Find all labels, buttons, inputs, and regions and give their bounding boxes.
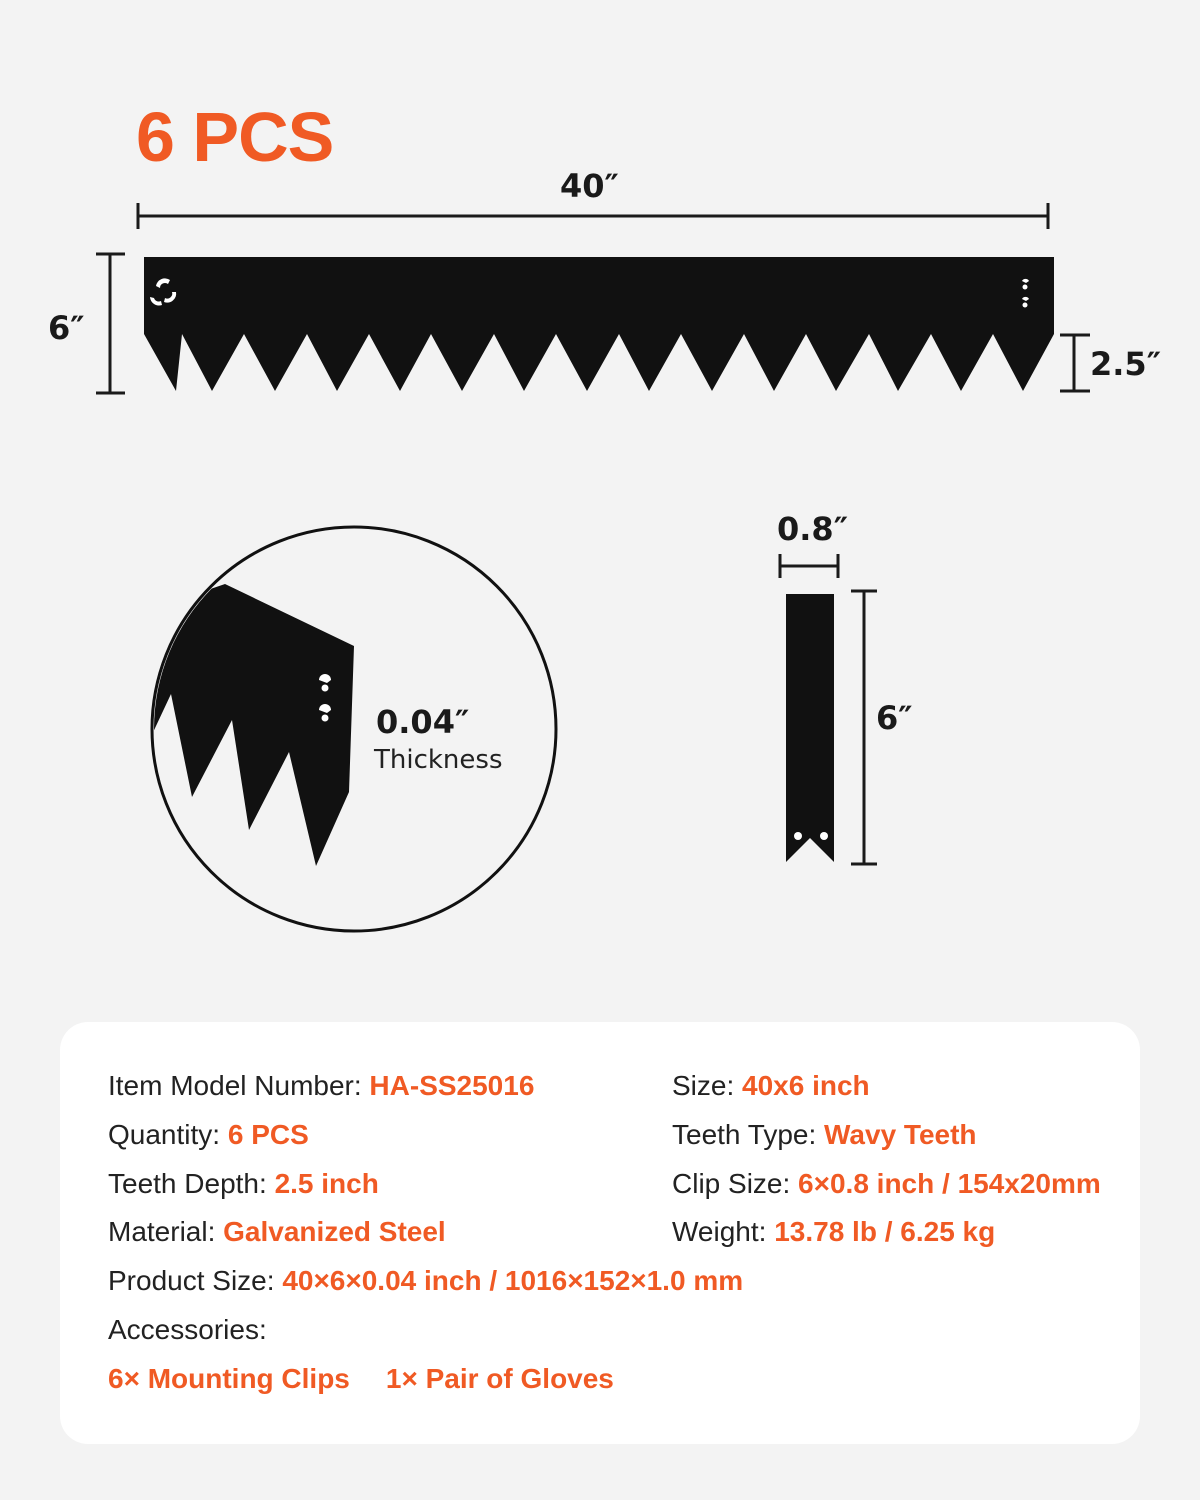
clip-height-dimension-line [851, 591, 877, 864]
spec-size-value: 40x6 inch [742, 1070, 870, 1101]
spec-material: Material: Galvanized Steel [108, 1216, 446, 1247]
quantity-headline: 6 PCS [136, 98, 334, 176]
clip-width-dimension-line [780, 554, 838, 578]
spec-teeth-type: Teeth Type: Wavy Teeth [672, 1119, 977, 1150]
spec-weight-value: 13.78 lb / 6.25 kg [774, 1216, 996, 1247]
spec-model-value: HA-SS25016 [369, 1070, 535, 1101]
spec-product-size: Product Size: 40×6×0.04 inch / 1016×152×1.0 mm [108, 1265, 744, 1296]
clip-width-label: 0.8″ [777, 510, 848, 548]
spec-material-value: Galvanized Steel [223, 1216, 446, 1247]
height-label: 6″ [48, 309, 85, 347]
edging-strip [144, 257, 1054, 391]
spec-product-size-value: 40×6×0.04 inch / 1016×152×1.0 mm [282, 1265, 744, 1296]
accessories-list [108, 1365, 614, 1393]
spec-model: Item Model Number: HA-SS25016 [108, 1070, 535, 1101]
spec-quantity-value: 6 PCS [227, 1119, 309, 1150]
thickness-value: 0.04″ [376, 703, 470, 741]
spec-clip-size: Clip Size: 6×0.8 inch / 154x20mm [672, 1168, 1101, 1199]
teeth-depth-dimension-line [1060, 335, 1090, 391]
accessory-clips: 6× Mounting Clips [108, 1363, 350, 1394]
spec-accessories-label: Accessories: [108, 1314, 267, 1345]
mounting-clip [786, 594, 834, 862]
spec-teeth-depth: Teeth Depth: 2.5 inch [108, 1168, 379, 1199]
length-label: 40″ [560, 167, 619, 205]
spec-weight: Weight: 13.78 lb / 6.25 kg [672, 1216, 996, 1247]
spec-clip-size-value: 6×0.8 inch / 154x20mm [798, 1168, 1101, 1199]
spec-teeth-depth-value: 2.5 inch [274, 1168, 379, 1199]
spec-size: Size: 40x6 inch [672, 1070, 870, 1101]
thickness-zoom-detail [120, 584, 354, 866]
accessory-gloves: 1× Pair of Gloves [385, 1363, 614, 1394]
height-dimension-line [96, 254, 125, 393]
spec-teeth-type-value: Wavy Teeth [824, 1119, 977, 1150]
teeth-depth-label: 2.5″ [1090, 345, 1161, 383]
spec-quantity: Quantity: 6 PCS [108, 1119, 309, 1150]
length-dimension-line [138, 203, 1048, 229]
thickness-label: Thickness [374, 745, 503, 775]
clip-height-label: 6″ [876, 699, 913, 737]
